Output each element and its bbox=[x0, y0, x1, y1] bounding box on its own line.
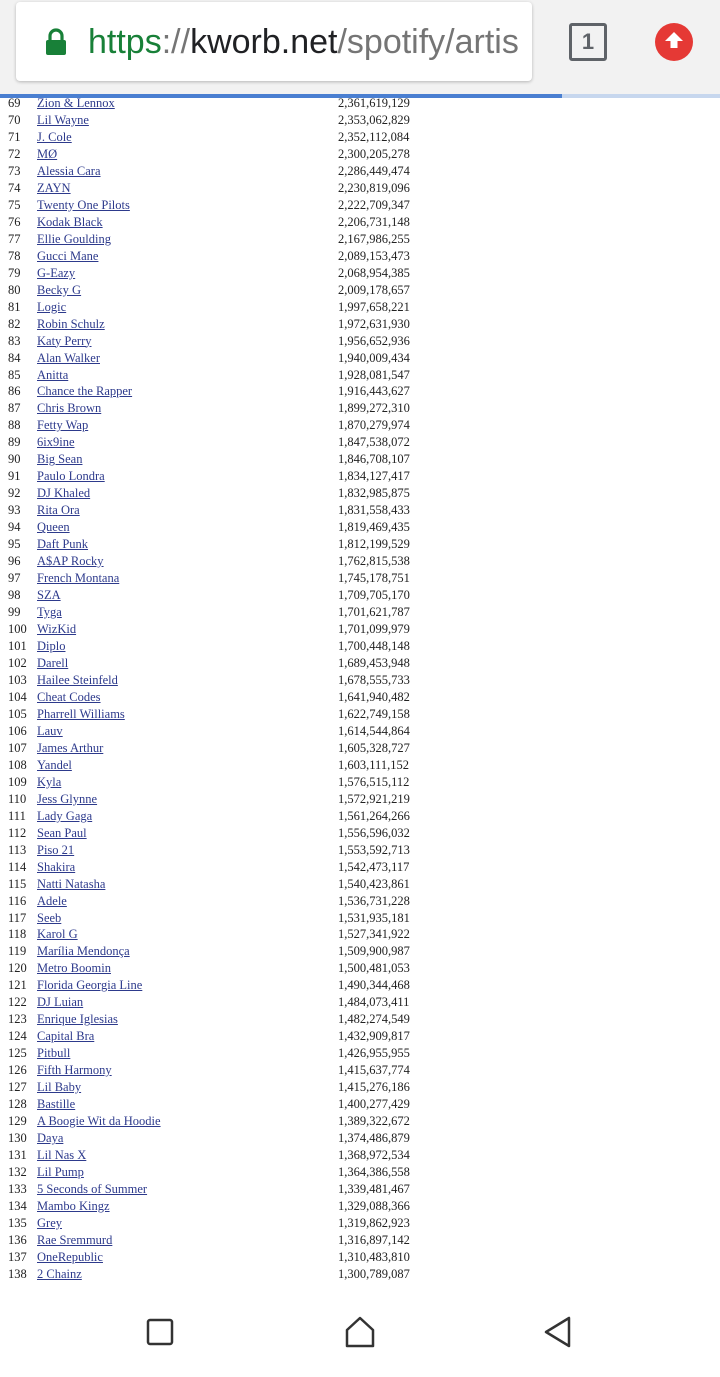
rank-cell: 135 bbox=[8, 1215, 27, 1230]
artist-link[interactable]: Lil Nas X bbox=[37, 1148, 87, 1163]
rank-cell: 106 bbox=[8, 723, 27, 738]
update-arrow-icon bbox=[662, 29, 686, 53]
streams-cell: 1,300,789,087 bbox=[338, 1266, 410, 1281]
streams-cell: 2,068,954,385 bbox=[338, 265, 410, 280]
table-row bbox=[0, 197, 720, 214]
table-row bbox=[0, 1130, 720, 1147]
table-row bbox=[0, 672, 720, 689]
streams-cell: 1,364,386,558 bbox=[338, 1165, 410, 1180]
artist-link[interactable]: Lil Pump bbox=[37, 1165, 84, 1180]
streams-cell: 1,847,538,072 bbox=[338, 435, 410, 450]
artist-link[interactable]: DJ Khaled bbox=[37, 486, 91, 501]
url-separator: :// bbox=[161, 23, 191, 61]
rank-cell: 110 bbox=[8, 791, 27, 806]
table-row bbox=[0, 1181, 720, 1198]
artist-link[interactable]: Grey bbox=[37, 1215, 62, 1230]
lock-icon bbox=[44, 28, 68, 56]
rank-cell: 86 bbox=[8, 384, 21, 399]
table-row bbox=[0, 1232, 720, 1249]
artist-link[interactable]: Queen bbox=[37, 520, 70, 535]
streams-cell: 1,329,088,366 bbox=[338, 1198, 410, 1213]
rank-cell: 92 bbox=[8, 486, 21, 501]
rank-cell: 94 bbox=[8, 520, 21, 535]
rank-cell: 103 bbox=[8, 672, 27, 687]
streams-cell: 1,374,486,879 bbox=[338, 1131, 410, 1146]
artist-link[interactable]: Lauv bbox=[37, 723, 63, 738]
streams-cell: 1,831,558,433 bbox=[338, 503, 410, 518]
streams-cell: 1,531,935,181 bbox=[338, 910, 410, 925]
rank-cell: 112 bbox=[8, 825, 27, 840]
rank-cell: 87 bbox=[8, 401, 21, 416]
artist-link[interactable]: Natti Natasha bbox=[37, 876, 106, 891]
table-row bbox=[0, 1096, 720, 1113]
streams-cell: 1,956,652,936 bbox=[338, 333, 410, 348]
streams-cell: 1,400,277,429 bbox=[338, 1097, 410, 1112]
table-row bbox=[0, 1028, 720, 1045]
table-row bbox=[0, 485, 720, 502]
artist-link[interactable]: Metro Boomin bbox=[37, 961, 111, 976]
rank-cell: 84 bbox=[8, 350, 21, 365]
streams-cell: 1,536,731,228 bbox=[338, 893, 410, 908]
rank-cell: 126 bbox=[8, 1063, 27, 1078]
table-row bbox=[0, 502, 720, 519]
rank-cell: 105 bbox=[8, 706, 27, 721]
table-row bbox=[0, 1113, 720, 1130]
streams-cell: 1,678,555,733 bbox=[338, 672, 410, 687]
table-row bbox=[0, 994, 720, 1011]
artist-link[interactable]: Big Sean bbox=[37, 452, 83, 467]
table-row bbox=[0, 876, 720, 893]
rank-cell: 128 bbox=[8, 1097, 27, 1112]
rank-cell: 90 bbox=[8, 452, 21, 467]
table-row bbox=[0, 519, 720, 536]
artist-link[interactable]: Darell bbox=[37, 655, 69, 670]
tab-switcher-button[interactable]: 1 bbox=[569, 23, 607, 61]
streams-cell: 1,622,749,158 bbox=[338, 706, 410, 721]
rank-cell: 129 bbox=[8, 1114, 27, 1129]
artist-stream-table bbox=[0, 95, 720, 1283]
table-row bbox=[0, 146, 720, 163]
rank-cell: 118 bbox=[8, 927, 27, 942]
artist-link[interactable]: Tyga bbox=[37, 605, 62, 620]
artist-link[interactable]: James Arthur bbox=[37, 740, 104, 755]
artist-link[interactable]: Yandel bbox=[37, 757, 72, 772]
artist-link[interactable]: WizKid bbox=[37, 622, 77, 637]
streams-cell: 1,572,921,219 bbox=[338, 791, 410, 806]
table-row bbox=[0, 383, 720, 400]
streams-cell: 1,834,127,417 bbox=[338, 469, 410, 484]
table-row bbox=[0, 689, 720, 706]
streams-cell: 2,361,619,129 bbox=[338, 96, 410, 110]
rank-cell: 97 bbox=[8, 571, 21, 586]
table-row bbox=[0, 587, 720, 604]
rank-cell: 83 bbox=[8, 333, 21, 348]
rank-cell: 116 bbox=[8, 893, 27, 908]
rank-cell: 120 bbox=[8, 961, 27, 976]
artist-link[interactable]: ZAYN bbox=[37, 180, 71, 195]
streams-cell: 1,812,199,529 bbox=[338, 537, 410, 552]
table-row bbox=[0, 417, 720, 434]
table-row bbox=[0, 1079, 720, 1096]
rank-cell: 78 bbox=[8, 248, 21, 263]
rank-cell: 72 bbox=[8, 146, 21, 161]
artist-link[interactable]: 5 Seconds of Summer bbox=[37, 1182, 148, 1196]
back-triangle-icon[interactable] bbox=[538, 1312, 578, 1352]
streams-cell: 1,700,448,148 bbox=[338, 639, 410, 653]
rank-cell: 73 bbox=[8, 163, 21, 178]
rank-cell: 134 bbox=[8, 1198, 27, 1213]
table-row bbox=[0, 468, 720, 485]
rank-cell: 82 bbox=[8, 316, 21, 331]
table-row bbox=[0, 791, 720, 808]
streams-cell: 1,576,515,112 bbox=[338, 774, 410, 789]
rank-cell: 77 bbox=[8, 231, 21, 246]
artist-link[interactable]: Paulo Londra bbox=[37, 469, 105, 484]
streams-cell: 1,509,900,987 bbox=[338, 944, 410, 959]
table-row bbox=[0, 1215, 720, 1232]
artist-link[interactable]: Bastille bbox=[37, 1097, 76, 1112]
streams-cell: 2,286,449,474 bbox=[338, 163, 410, 178]
artist-link[interactable]: OneRepublic bbox=[37, 1249, 103, 1264]
url-text[interactable] bbox=[88, 20, 519, 64]
streams-cell: 2,206,731,148 bbox=[338, 214, 410, 229]
table-row bbox=[0, 434, 720, 451]
artist-link[interactable]: Daya bbox=[37, 1131, 64, 1146]
streams-cell: 2,353,062,829 bbox=[338, 112, 410, 127]
table-row bbox=[0, 706, 720, 723]
rank-cell: 131 bbox=[8, 1148, 27, 1163]
table-row bbox=[0, 638, 720, 655]
rank-cell: 123 bbox=[8, 1012, 27, 1027]
table-row bbox=[0, 180, 720, 197]
table-row bbox=[0, 1147, 720, 1164]
table-row bbox=[0, 333, 720, 350]
rank-cell: 114 bbox=[8, 859, 27, 874]
streams-cell: 1,940,009,434 bbox=[338, 350, 410, 365]
table-row bbox=[0, 910, 720, 927]
artist-link[interactable]: Mambo Kingz bbox=[37, 1198, 110, 1213]
url-host: kworb.net bbox=[190, 23, 338, 61]
table-row bbox=[0, 536, 720, 553]
table-row bbox=[0, 859, 720, 876]
streams-cell: 1,527,341,922 bbox=[338, 927, 410, 942]
table-row bbox=[0, 1249, 720, 1266]
artist-link[interactable]: Piso 21 bbox=[37, 842, 75, 857]
rank-cell: 132 bbox=[8, 1165, 27, 1180]
artist-link[interactable]: DJ Luian bbox=[37, 995, 84, 1010]
table-row bbox=[0, 621, 720, 638]
streams-cell: 1,415,276,186 bbox=[338, 1080, 410, 1095]
streams-cell: 1,641,940,482 bbox=[338, 689, 410, 704]
rank-cell: 133 bbox=[8, 1182, 27, 1196]
update-button[interactable] bbox=[655, 23, 693, 61]
artist-link[interactable]: Becky G bbox=[37, 282, 82, 297]
artist-link[interactable]: Chance the Rapper bbox=[37, 384, 133, 399]
table-row bbox=[0, 1011, 720, 1028]
rank-cell: 80 bbox=[8, 282, 21, 297]
rank-cell: 115 bbox=[8, 876, 27, 891]
streams-cell: 1,972,631,930 bbox=[338, 316, 410, 331]
streams-cell: 1,500,481,053 bbox=[338, 961, 410, 976]
table-row bbox=[0, 655, 720, 672]
artist-link[interactable]: Gucci Mane bbox=[37, 248, 99, 263]
artist-link[interactable]: Seeb bbox=[37, 910, 62, 925]
table-row bbox=[0, 282, 720, 299]
table-row bbox=[0, 553, 720, 570]
artist-link[interactable]: Shakira bbox=[37, 859, 76, 874]
streams-cell: 1,832,985,875 bbox=[338, 486, 410, 501]
artist-link[interactable]: Kodak Black bbox=[37, 214, 103, 229]
rank-cell: 130 bbox=[8, 1131, 27, 1146]
artist-link[interactable]: Fetty Wap bbox=[37, 418, 89, 433]
streams-cell: 1,553,592,713 bbox=[338, 842, 410, 857]
rank-cell: 88 bbox=[8, 418, 21, 433]
rank-cell: 81 bbox=[8, 299, 21, 314]
rank-cell: 109 bbox=[8, 774, 27, 789]
streams-cell: 2,230,819,096 bbox=[338, 180, 410, 195]
streams-cell: 2,089,153,473 bbox=[338, 248, 410, 263]
rank-cell: 119 bbox=[8, 944, 27, 959]
streams-cell: 1,484,073,411 bbox=[338, 995, 410, 1010]
table-row bbox=[0, 400, 720, 417]
artist-link[interactable]: Jess Glynne bbox=[37, 791, 98, 806]
rank-cell: 70 bbox=[8, 112, 21, 127]
streams-cell: 2,167,986,255 bbox=[338, 231, 410, 246]
streams-cell: 1,689,453,948 bbox=[338, 655, 410, 670]
streams-cell: 1,542,473,117 bbox=[338, 859, 410, 874]
table-row bbox=[0, 757, 720, 774]
artist-link[interactable]: 6ix9ine bbox=[37, 435, 75, 450]
artist-link[interactable]: French Montana bbox=[37, 571, 120, 586]
table-row bbox=[0, 1062, 720, 1079]
streams-cell: 1,482,274,549 bbox=[338, 1012, 410, 1027]
artist-link[interactable]: MØ bbox=[37, 146, 58, 161]
streams-cell: 1,709,705,170 bbox=[338, 588, 410, 603]
recents-square-icon[interactable] bbox=[140, 1312, 180, 1352]
artist-link[interactable]: Rita Ora bbox=[37, 503, 80, 518]
rank-cell: 102 bbox=[8, 655, 27, 670]
artist-link[interactable]: Enrique Iglesias bbox=[37, 1012, 118, 1027]
streams-cell: 1,870,279,974 bbox=[338, 418, 410, 433]
artist-link[interactable]: Lady Gaga bbox=[37, 808, 93, 823]
url-path: /spotify/artis bbox=[337, 23, 519, 61]
artist-link[interactable]: Robin Schulz bbox=[37, 316, 105, 331]
rank-cell: 76 bbox=[8, 214, 21, 229]
rank-cell: 98 bbox=[8, 588, 21, 603]
table-row bbox=[0, 451, 720, 468]
address-bar[interactable] bbox=[16, 2, 532, 81]
rank-cell: 75 bbox=[8, 197, 21, 212]
rank-cell: 100 bbox=[8, 622, 27, 637]
rank-cell: 122 bbox=[8, 995, 27, 1010]
table-row bbox=[0, 248, 720, 265]
android-nav-bar bbox=[0, 1287, 720, 1377]
table-row bbox=[0, 129, 720, 146]
table-row bbox=[0, 1266, 720, 1283]
streams-cell: 1,928,081,547 bbox=[338, 367, 410, 382]
streams-cell: 2,352,112,084 bbox=[338, 129, 410, 144]
table-row bbox=[0, 570, 720, 587]
streams-cell: 2,300,205,278 bbox=[338, 146, 410, 161]
streams-cell: 1,701,099,979 bbox=[338, 622, 410, 637]
artist-link[interactable]: Zion & Lennox bbox=[37, 96, 115, 110]
table-row bbox=[0, 825, 720, 842]
table-row bbox=[0, 163, 720, 180]
rank-cell: 121 bbox=[8, 978, 27, 993]
table-row bbox=[0, 943, 720, 960]
streams-cell: 1,339,481,467 bbox=[338, 1182, 410, 1196]
streams-cell: 1,899,272,310 bbox=[338, 401, 410, 416]
streams-cell: 1,316,897,142 bbox=[338, 1232, 410, 1247]
streams-cell: 1,561,264,266 bbox=[338, 808, 410, 823]
rank-cell: 91 bbox=[8, 469, 21, 484]
rank-cell: 104 bbox=[8, 689, 27, 704]
table-row bbox=[0, 316, 720, 333]
table-row bbox=[0, 1198, 720, 1215]
rank-cell: 79 bbox=[8, 265, 21, 280]
rank-cell: 127 bbox=[8, 1080, 27, 1095]
artist-link[interactable]: Rae Sremmurd bbox=[37, 1232, 113, 1247]
rank-cell: 93 bbox=[8, 503, 21, 518]
artist-link[interactable]: Logic bbox=[37, 299, 67, 314]
table-row bbox=[0, 95, 720, 112]
table-row bbox=[0, 1045, 720, 1062]
artist-link[interactable]: Kyla bbox=[37, 774, 62, 789]
table-row bbox=[0, 808, 720, 825]
artist-link[interactable]: 2 Chainz bbox=[37, 1266, 82, 1281]
artist-link[interactable]: J. Cole bbox=[37, 129, 72, 144]
artist-link[interactable]: Diplo bbox=[37, 639, 66, 653]
artist-link[interactable]: Capital Bra bbox=[37, 1029, 95, 1044]
artist-link[interactable]: Adele bbox=[37, 893, 67, 908]
artist-link[interactable]: A$AP Rocky bbox=[37, 554, 104, 569]
rank-cell: 99 bbox=[8, 605, 21, 620]
url-scheme: https bbox=[88, 23, 162, 61]
rank-cell: 71 bbox=[8, 129, 21, 144]
artist-link[interactable]: Lil Wayne bbox=[37, 112, 89, 127]
table-row bbox=[0, 977, 720, 994]
artist-link[interactable]: Chris Brown bbox=[37, 401, 102, 416]
rank-cell: 96 bbox=[8, 554, 21, 569]
artist-link[interactable]: Pharrell Williams bbox=[37, 706, 125, 721]
table-row bbox=[0, 1164, 720, 1181]
table-row bbox=[0, 842, 720, 859]
streams-cell: 1,997,658,221 bbox=[338, 299, 410, 314]
streams-cell: 1,701,621,787 bbox=[338, 605, 410, 620]
rank-cell: 89 bbox=[8, 435, 21, 450]
streams-cell: 1,426,955,955 bbox=[338, 1046, 410, 1061]
streams-cell: 1,368,972,534 bbox=[338, 1148, 410, 1163]
table-row bbox=[0, 723, 720, 740]
artist-link[interactable]: Twenty One Pilots bbox=[37, 197, 130, 212]
rank-cell: 113 bbox=[8, 842, 27, 857]
rank-cell: 101 bbox=[8, 639, 27, 653]
artist-link[interactable]: Anitta bbox=[37, 367, 69, 382]
streams-cell: 1,389,322,672 bbox=[338, 1114, 410, 1129]
home-icon[interactable] bbox=[340, 1312, 380, 1352]
rank-cell: 117 bbox=[8, 910, 27, 925]
artist-link[interactable]: Pitbull bbox=[37, 1046, 71, 1061]
streams-cell: 1,605,328,727 bbox=[338, 740, 410, 755]
artist-link[interactable]: G-Eazy bbox=[37, 265, 76, 280]
artist-link[interactable]: A Boogie Wit da Hoodie bbox=[37, 1114, 161, 1129]
artist-link[interactable]: Lil Baby bbox=[37, 1080, 82, 1095]
artist-link[interactable]: Florida Georgia Line bbox=[37, 978, 143, 993]
streams-cell: 2,222,709,347 bbox=[338, 197, 410, 212]
artist-link[interactable]: Alessia Cara bbox=[37, 163, 101, 178]
table-row bbox=[0, 960, 720, 977]
streams-cell: 1,762,815,538 bbox=[338, 554, 410, 569]
streams-cell: 1,540,423,861 bbox=[338, 876, 410, 891]
artist-link[interactable]: Fifth Harmony bbox=[37, 1063, 112, 1078]
rank-cell: 136 bbox=[8, 1232, 27, 1247]
rank-cell: 85 bbox=[8, 367, 21, 382]
artist-link[interactable]: Karol G bbox=[37, 927, 78, 942]
streams-cell: 1,745,178,751 bbox=[338, 571, 410, 586]
streams-cell: 1,916,443,627 bbox=[338, 384, 410, 399]
streams-cell: 1,319,862,923 bbox=[338, 1215, 410, 1230]
rank-cell: 69 bbox=[8, 96, 21, 110]
streams-cell: 1,846,708,107 bbox=[338, 452, 410, 467]
streams-cell: 1,556,596,032 bbox=[338, 825, 410, 840]
table-row bbox=[0, 893, 720, 910]
table-row bbox=[0, 112, 720, 129]
streams-cell: 2,009,178,657 bbox=[338, 282, 410, 297]
streams-cell: 1,415,637,774 bbox=[338, 1063, 410, 1078]
table-row bbox=[0, 604, 720, 621]
browser-toolbar bbox=[0, 0, 720, 94]
artist-link[interactable]: Cheat Codes bbox=[37, 689, 101, 704]
rank-cell: 124 bbox=[8, 1029, 27, 1044]
streams-cell: 1,819,469,435 bbox=[338, 520, 410, 535]
rank-cell: 74 bbox=[8, 180, 21, 195]
rank-cell: 138 bbox=[8, 1266, 27, 1281]
artist-link[interactable]: Sean Paul bbox=[37, 825, 87, 840]
streams-cell: 1,614,544,864 bbox=[338, 723, 410, 738]
table-row bbox=[0, 350, 720, 367]
rank-cell: 125 bbox=[8, 1046, 27, 1061]
artist-link[interactable]: Hailee Steinfeld bbox=[37, 672, 118, 687]
rank-cell: 95 bbox=[8, 537, 21, 552]
rank-cell: 107 bbox=[8, 740, 27, 755]
artist-link[interactable]: Katy Perry bbox=[37, 333, 92, 348]
table-row bbox=[0, 265, 720, 282]
artist-link[interactable]: Marília Mendonça bbox=[37, 944, 130, 959]
rank-cell: 111 bbox=[8, 808, 26, 823]
streams-cell: 1,603,111,152 bbox=[338, 757, 409, 772]
artist-link[interactable]: SZA bbox=[37, 588, 61, 603]
artist-link[interactable]: Daft Punk bbox=[37, 537, 89, 552]
table-row bbox=[0, 299, 720, 316]
artist-link[interactable]: Alan Walker bbox=[37, 350, 100, 365]
rank-cell: 108 bbox=[8, 757, 27, 772]
streams-cell: 1,432,909,817 bbox=[338, 1029, 410, 1044]
table-row bbox=[0, 774, 720, 791]
table-row bbox=[0, 926, 720, 943]
table-row bbox=[0, 214, 720, 231]
streams-cell: 1,490,344,468 bbox=[338, 978, 410, 993]
rank-cell: 137 bbox=[8, 1249, 27, 1264]
table-row bbox=[0, 231, 720, 248]
table-row bbox=[0, 740, 720, 757]
table-row bbox=[0, 367, 720, 384]
artist-link[interactable]: Ellie Goulding bbox=[37, 231, 111, 246]
streams-cell: 1,310,483,810 bbox=[338, 1249, 410, 1264]
